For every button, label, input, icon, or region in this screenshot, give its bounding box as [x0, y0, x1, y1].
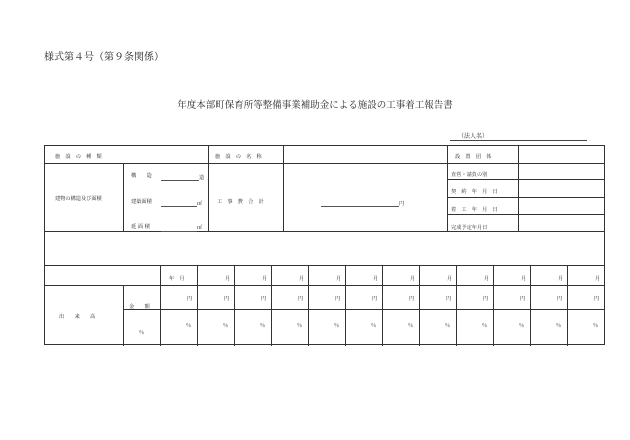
cost-label: 工 事 費 合 計 — [217, 199, 264, 205]
month-header: 月 — [558, 276, 564, 282]
row-line — [45, 163, 604, 164]
col-line — [308, 265, 309, 346]
form-number: 様式第４号（第９条関係） — [44, 52, 164, 63]
col-line — [419, 265, 420, 346]
percent-unit: ％ — [260, 323, 266, 329]
yen-unit: 円 — [224, 296, 230, 302]
percent-unit: ％ — [519, 323, 525, 329]
corporation-name-field[interactable] — [450, 131, 587, 141]
structure-unit: 造 — [199, 175, 205, 181]
report-table — [44, 145, 605, 345]
col-line — [208, 146, 209, 231]
facility-name-label: 施 設 の 名 称 — [215, 154, 262, 160]
yen-unit: 円 — [409, 296, 415, 302]
row-line — [123, 309, 604, 310]
org-label: 設 置 団 体 — [455, 154, 492, 160]
row-line — [45, 231, 604, 232]
row-line — [45, 265, 604, 266]
percent-unit: ％ — [556, 323, 562, 329]
building-label: 建物の構造及び面積 — [55, 196, 102, 202]
percent-unit: ％ — [482, 323, 488, 329]
month-header: 月 — [225, 276, 231, 282]
month-header: 月 — [262, 276, 268, 282]
row-line — [447, 179, 604, 180]
col-line — [234, 265, 235, 346]
month-header: 年 月 — [169, 276, 185, 282]
yen-unit: 円 — [594, 296, 600, 302]
area-input-line[interactable] — [161, 206, 197, 207]
percent-unit: ％ — [297, 323, 303, 329]
area-unit: ㎡ — [197, 201, 203, 207]
row-line — [45, 285, 604, 286]
col-line — [283, 146, 284, 231]
percent-unit: ％ — [223, 323, 229, 329]
yen-unit: 円 — [446, 296, 452, 302]
col-line — [345, 265, 346, 346]
month-header: 月 — [521, 276, 527, 282]
col-line — [530, 265, 531, 346]
percent-unit: ％ — [593, 323, 599, 329]
col-line — [567, 265, 568, 346]
yen-unit: 円 — [335, 296, 341, 302]
col-line — [271, 265, 272, 346]
contract-type-label: 直営・請負の別 — [451, 172, 488, 178]
structure-label: 構 造 — [131, 173, 152, 179]
row-line — [447, 197, 604, 198]
month-header: 月 — [336, 276, 342, 282]
floor-area-input-line[interactable] — [161, 231, 197, 232]
col-line — [518, 146, 519, 231]
cost-unit: 円 — [399, 201, 405, 207]
month-header: 月 — [299, 276, 305, 282]
yen-unit: 円 — [557, 296, 563, 302]
col-line — [123, 285, 124, 346]
month-header: 月 — [484, 276, 490, 282]
start-date-label: 着 工 年 月 日 — [451, 207, 498, 213]
yen-unit: 円 — [187, 296, 193, 302]
yen-unit: 円 — [520, 296, 526, 302]
structure-input-line[interactable] — [161, 180, 199, 181]
percent-unit: ％ — [186, 323, 192, 329]
col-line — [493, 265, 494, 346]
completion-date-label: 完成予定年月日 — [451, 225, 488, 231]
floor-area-label: 延 面 積 — [131, 224, 150, 230]
yen-unit: 円 — [483, 296, 489, 302]
yen-unit: 円 — [372, 296, 378, 302]
row-line — [447, 214, 604, 215]
contract-date-label: 契 約 年 月 日 — [451, 189, 498, 195]
percent-label: ％ — [139, 330, 145, 336]
cost-input-line[interactable] — [321, 206, 399, 207]
amount-label: 金 額 — [129, 304, 150, 310]
month-header: 月 — [447, 276, 453, 282]
month-header: 月 — [595, 276, 601, 282]
col-line — [197, 265, 198, 346]
document-title: 年度本部町保育所等整備事業補助金による施設の工事着工報告書 — [177, 100, 453, 111]
percent-unit: ％ — [334, 323, 340, 329]
yen-unit: 円 — [298, 296, 304, 302]
month-header: 月 — [410, 276, 416, 282]
col-line — [447, 146, 448, 231]
area-label: 建築面積 — [131, 199, 152, 205]
facility-type-label: 施 設 の 種 類 — [55, 154, 102, 160]
percent-unit: ％ — [408, 323, 414, 329]
month-header: 月 — [373, 276, 379, 282]
percent-unit: ％ — [371, 323, 377, 329]
yen-unit: 円 — [261, 296, 267, 302]
col-line — [382, 265, 383, 346]
col-line — [123, 163, 124, 231]
floor-area-unit: ㎡ — [197, 225, 203, 231]
progress-label: 出 来 高 — [59, 314, 96, 320]
percent-unit: ％ — [445, 323, 451, 329]
col-line — [456, 265, 457, 346]
corporation-label: （法人名） — [458, 133, 489, 140]
col-line — [160, 265, 161, 346]
